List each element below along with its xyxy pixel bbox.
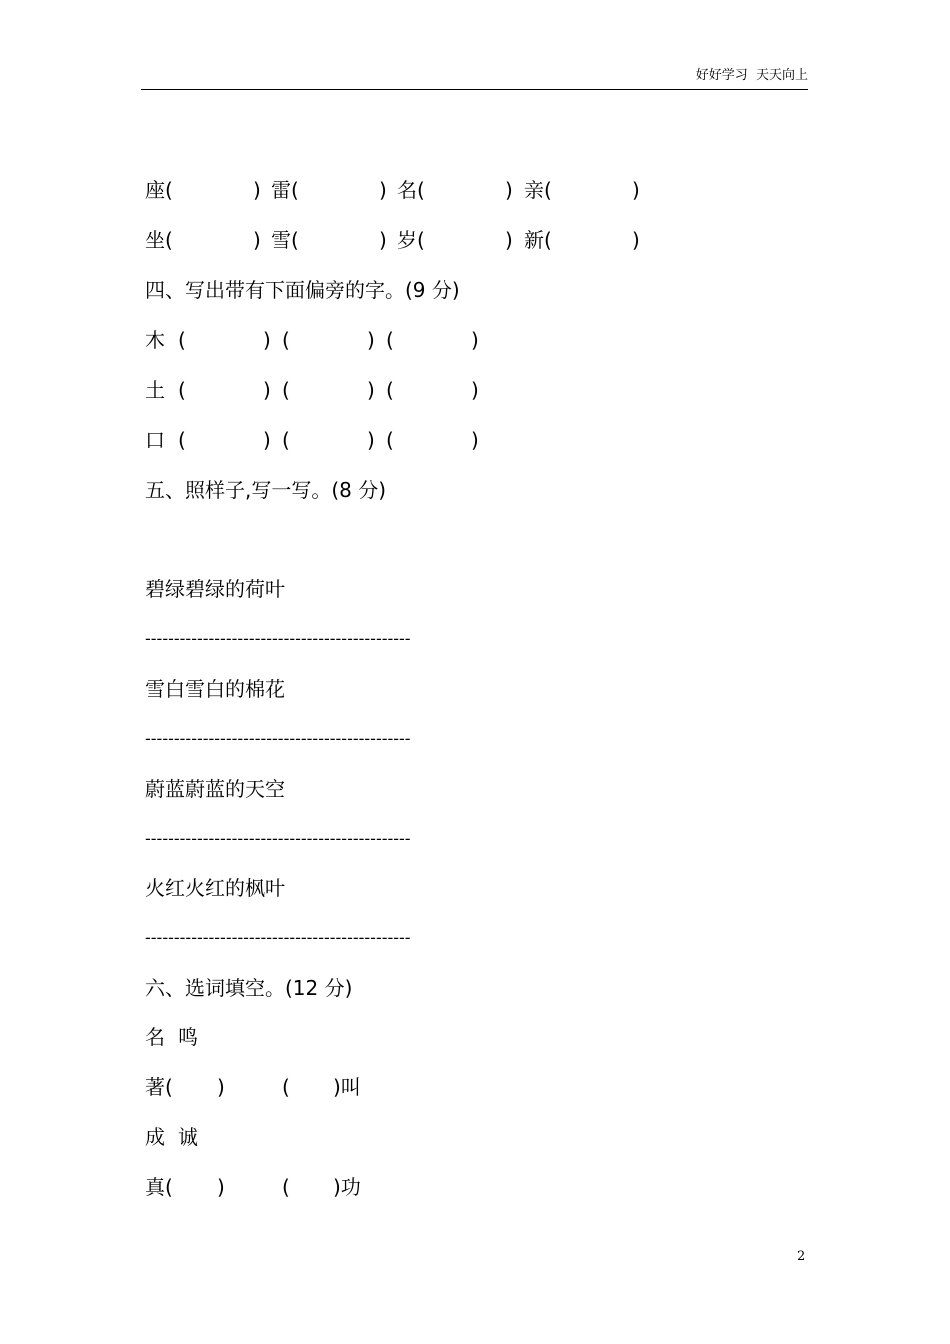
radical-row-wood <box>145 327 479 353</box>
bracket-close: ) <box>471 428 479 452</box>
bracket-open: ( <box>282 328 290 352</box>
bracket-close: ) <box>367 328 375 352</box>
bracket-open: ( <box>178 328 186 352</box>
bracket-close: ) <box>263 378 271 402</box>
bracket-close: ) <box>632 178 640 202</box>
radical-label: 土 <box>145 378 165 402</box>
section-5-title: 五、照样子,写一写。(8 分) <box>145 478 387 502</box>
bracket-close: ) <box>367 428 375 452</box>
bracket-close: ) <box>253 178 261 202</box>
bracket-close: ) <box>367 378 375 402</box>
bracket-close: ) <box>505 228 513 252</box>
bracket-open: ( <box>282 378 290 402</box>
bracket-open: ( <box>282 1075 290 1099</box>
bracket-open: ( <box>386 328 394 352</box>
bracket-close: ) <box>471 378 479 402</box>
bracket-close: ) <box>505 178 513 202</box>
word-option: 诚 <box>178 1125 198 1149</box>
bracket-open: ( <box>386 378 394 402</box>
radical-row-earth <box>145 377 479 403</box>
bracket-close: ) <box>263 328 271 352</box>
word-choice-group-1 <box>145 1024 198 1050</box>
word-name-open: 名( <box>397 178 425 202</box>
bracket-open: ( <box>178 378 186 402</box>
page-number: 2 <box>797 1249 806 1264</box>
radical-label: 木 <box>145 328 165 352</box>
word-relative-open: 亲( <box>524 178 552 202</box>
word-option: 名 <box>145 1025 165 1049</box>
fill-suffix: )功 <box>333 1175 361 1199</box>
fill-suffix: )叫 <box>333 1075 361 1099</box>
bracket-open: ( <box>178 428 186 452</box>
word-option: 成 <box>145 1125 165 1149</box>
page-header <box>141 67 808 90</box>
bracket-close: ) <box>253 228 261 252</box>
word-option: 鸣 <box>178 1025 198 1049</box>
word-sit-open: 坐( <box>145 228 173 252</box>
word-choice-group-2 <box>145 1124 198 1150</box>
fill-row-2 <box>145 1174 361 1200</box>
bracket-close: ) <box>632 228 640 252</box>
bracket-close: ) <box>217 1175 225 1199</box>
radical-row-mouth <box>145 427 479 453</box>
example-phrase: 蔚蓝蔚蓝的天空 <box>145 777 285 801</box>
section-4-title: 四、写出带有下面偏旁的字。(9 分) <box>145 278 460 302</box>
example-phrase: 火红火红的枫叶 <box>145 876 285 900</box>
example-phrase: 碧绿碧绿的荷叶 <box>145 577 285 601</box>
fill-row-1 <box>145 1074 361 1100</box>
radical-label: 口 <box>145 428 165 452</box>
answer-blank-line: ---------------------------------------------- <box>145 729 411 748</box>
header-motto: 好好学习 天天向上 <box>695 68 808 83</box>
word-new-open: 新( <box>524 228 552 252</box>
bracket-close: ) <box>217 1075 225 1099</box>
word-thunder-open: 雷( <box>271 178 299 202</box>
answer-blank-line: ---------------------------------------------- <box>145 829 411 848</box>
bracket-open: ( <box>282 428 290 452</box>
bracket-open: ( <box>386 428 394 452</box>
bracket-close: ) <box>471 328 479 352</box>
homophone-row-1 <box>145 177 640 203</box>
fill-prefix: 真( <box>145 1175 173 1199</box>
answer-blank-line: ---------------------------------------------- <box>145 928 411 947</box>
fill-prefix: 著( <box>145 1075 173 1099</box>
bracket-close: ) <box>379 178 387 202</box>
example-phrase: 雪白雪白的棉花 <box>145 677 285 701</box>
bracket-open: ( <box>282 1175 290 1199</box>
word-seat-open: 座( <box>145 178 173 202</box>
homophone-row-2 <box>145 227 640 253</box>
bracket-close: ) <box>379 228 387 252</box>
word-age-open: 岁( <box>397 228 425 252</box>
section-6-title: 六、选词填空。(12 分) <box>145 976 353 1000</box>
word-snow-open: 雪( <box>271 228 299 252</box>
bracket-close: ) <box>263 428 271 452</box>
answer-blank-line: ---------------------------------------------- <box>145 629 411 648</box>
